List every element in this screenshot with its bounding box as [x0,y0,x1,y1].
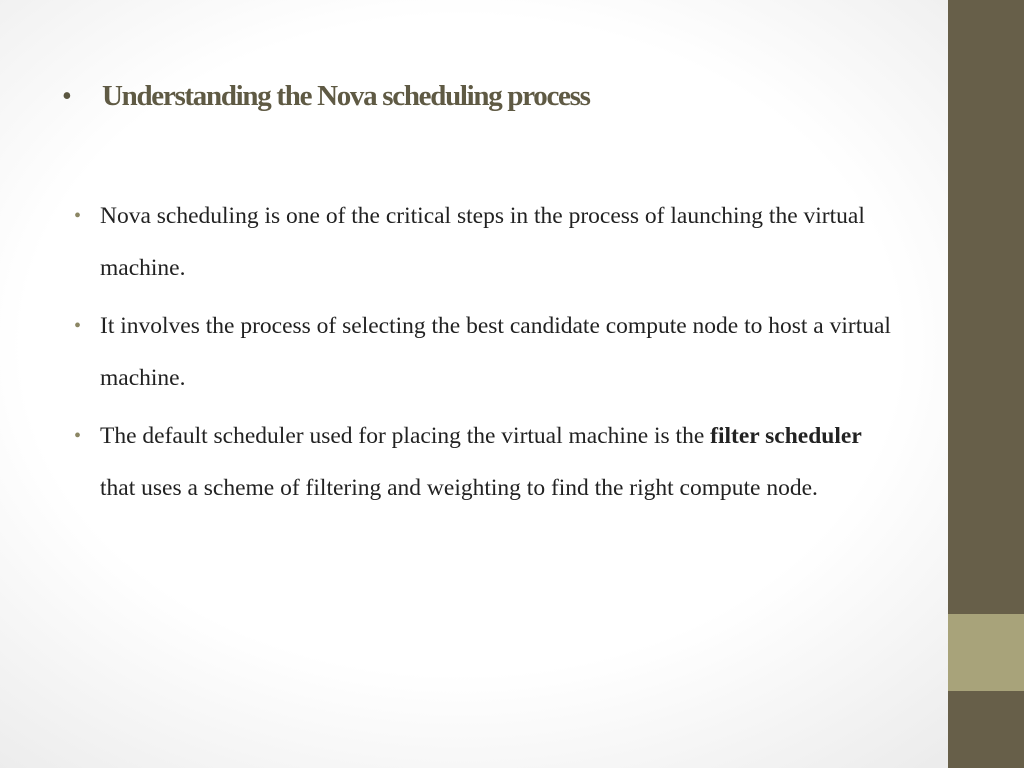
title-bullet: • [62,81,72,112]
bullet-text-prefix: The default scheduler used for placing the virtual machine is the [100,423,711,449]
bullet-text: It involves the process of selecting the best candidate compute node to host a virtual machine. [100,313,891,391]
slide-title: Understanding the Nova scheduling process [102,80,590,112]
bullet-marker: • [74,425,82,447]
bullet-marker: • [74,205,82,227]
bullet-text [100,410,894,514]
list-item [74,190,894,294]
list-item [74,410,894,514]
bullet-text: Nova scheduling is one of the critical steps in the process of launching the virtual machine. [100,203,865,281]
title-row [62,80,922,113]
bullet-list [74,190,894,520]
bullet-marker: • [74,315,82,337]
list-item [74,300,894,404]
bullet-text-bold: filter scheduler [710,423,862,449]
bullet-text-suffix: that uses a scheme of filtering and weighting to find the right compute node. [100,475,818,501]
decorative-sidebar-accent [948,614,1024,691]
